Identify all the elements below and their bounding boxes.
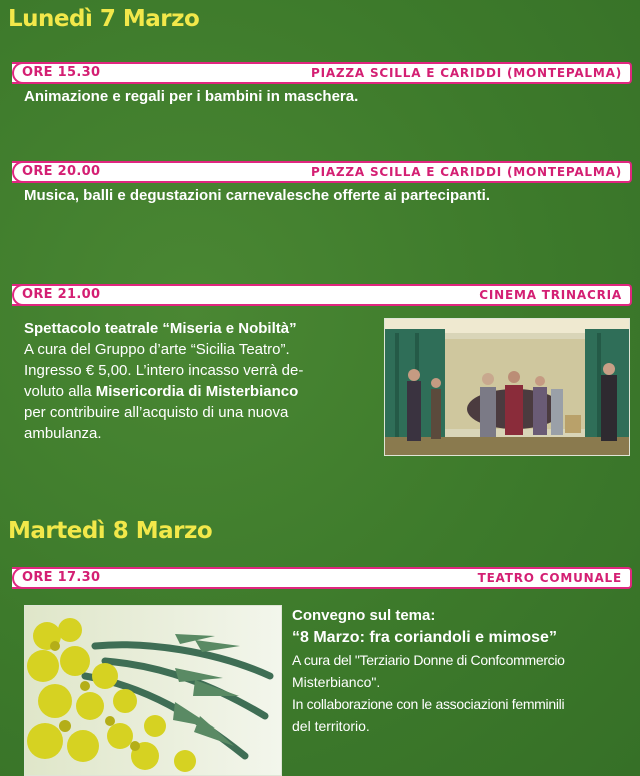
event-line: A cura del "Terziario Donne di Confcommercio — [292, 652, 565, 668]
mimosa-image — [25, 606, 281, 775]
event-line: In collaborazione con le associazioni femminili — [292, 696, 565, 712]
event-title: Convegno sul tema: — [292, 607, 436, 624]
event-line: per contribuire all’acquisto di una nuova — [24, 404, 289, 421]
event-header-4 — [12, 567, 632, 589]
theater-event-text — [24, 318, 303, 444]
event-line: del territorio. — [292, 718, 370, 734]
event-header-3 — [12, 284, 632, 306]
event-line: Ingresso € 5,00. L’intero incasso verrà de- — [24, 362, 304, 379]
event-line: A cura del Gruppo d’arte “Sicilia Teatro”. — [24, 341, 290, 358]
day-title-tuesday: Martedì 8 Marzo — [8, 518, 213, 544]
event-place: TEATRO COMUNALE — [477, 571, 622, 585]
event-description: Animazione e regali per i bambini in maschera. — [24, 88, 359, 105]
theater-stage-image — [385, 319, 629, 455]
event-time: ORE 17.30 — [22, 570, 101, 585]
event-place: CINEMA TRINACRIA — [479, 288, 622, 302]
event-description: Musica, balli e degustazioni carnevalesche offerte ai partecipanti. — [24, 187, 490, 204]
event-time: ORE 21.00 — [22, 287, 101, 302]
conference-event-text — [292, 605, 565, 737]
event-subtitle: “8 Marzo: fra coriandoli e mimose” — [292, 629, 557, 646]
event-place: PIAZZA SCILLA E CARIDDI (MONTEPALMA) — [310, 66, 622, 80]
event-header-1 — [12, 62, 632, 84]
event-title: Spettacolo teatrale “Miseria e Nobiltà” — [24, 320, 297, 337]
mimosa-photo — [24, 605, 282, 776]
event-line: voluto alla Misericordia di Misterbianco — [24, 383, 299, 400]
day-title-monday: Lunedì 7 Marzo — [8, 6, 200, 32]
theater-photo — [384, 318, 630, 456]
event-time: ORE 15.30 — [22, 65, 101, 80]
event-time: ORE 20.00 — [22, 164, 101, 179]
event-header-2 — [12, 161, 632, 183]
event-line: Misterbianco". — [292, 674, 381, 690]
event-place: PIAZZA SCILLA E CARIDDI (MONTEPALMA) — [310, 165, 622, 179]
event-line: ambulanza. — [24, 425, 102, 442]
